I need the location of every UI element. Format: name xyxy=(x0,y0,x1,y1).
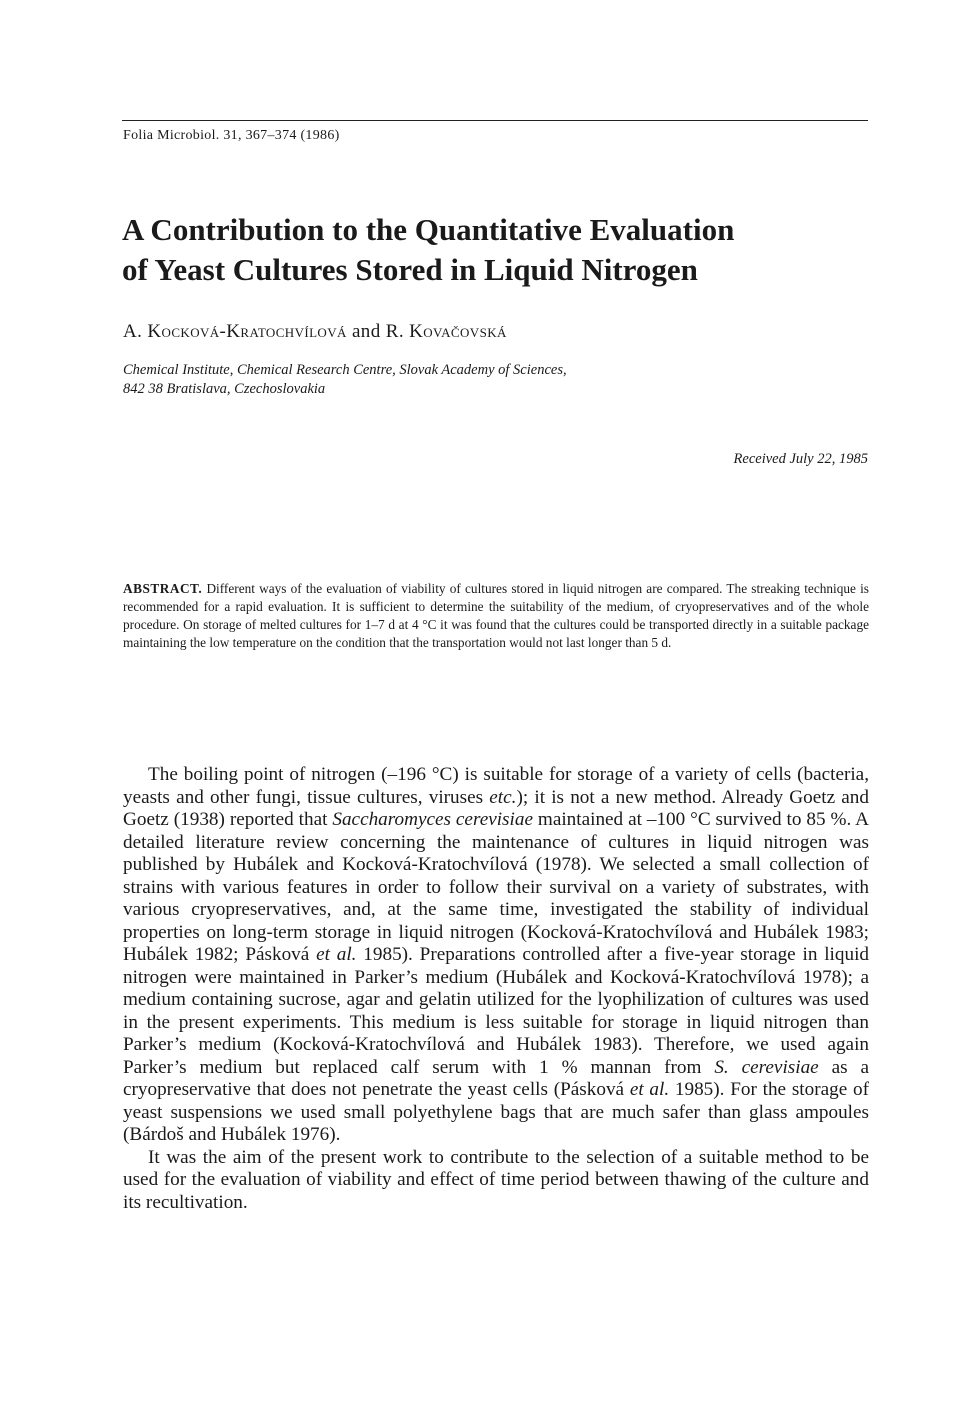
journal-reference: Folia Microbiol. 31, 367–374 (1986) xyxy=(123,128,340,143)
title-line-2: of Yeast Cultures Stored in Liquid Nitrogen xyxy=(122,252,698,287)
author-list xyxy=(123,321,507,343)
author-2-initial: R. xyxy=(385,321,410,342)
article-title xyxy=(122,210,882,290)
author-conjunction: and xyxy=(346,321,386,342)
affiliation xyxy=(123,361,843,399)
paragraph-1-text-b: ); it is not a new method. Already Goetz and Goetz (1938) reported that xyxy=(123,786,869,830)
title-line-1: A Contribution to the Quantitative Evaluation xyxy=(122,212,735,247)
author-2-name: Kovačovská xyxy=(409,321,507,342)
abstract-text: Different ways of the evaluation of viability of cultures stored in liquid nitrogen are compared. The streaking technique is recommended for a rapid evaluation. It is sufficient to determine the suitability of the medium, of cryopreservatives and of the whole procedure. On storage of melted cultures for 1–7 d at 4 °C it was found that the cultures could be transported directly in a suitable package maintaining the low temperature on the condition that the transportation would not last longer than 5 d. xyxy=(123,581,869,650)
species-name-s-cerevisiae: S. cerevisiae xyxy=(714,1056,819,1078)
paragraph-1-text-e: as a cryopreservative that does not penetrate the yeast cells (Pásková xyxy=(123,1056,870,1100)
author-1-name: Kocková-Kratochvílová xyxy=(147,321,347,342)
header-rule xyxy=(122,120,868,121)
paragraph-2: It was the aim of the present work to contribute to the selection of a suitable method to be used for the evaluation of viability and effect of time period between thawing of the culture and its recultivation. xyxy=(123,1146,869,1213)
body-text xyxy=(123,764,869,1214)
paragraph-1 xyxy=(123,764,869,1147)
paragraph-1-et-al-2: et al. xyxy=(629,1079,670,1100)
affiliation-line-1: Chemical Institute, Chemical Research Centre, Slovak Academy of Sciences, xyxy=(123,362,567,378)
abstract xyxy=(123,580,869,652)
paragraph-1-etc: etc. xyxy=(489,786,517,808)
received-date: Received July 22, 1985 xyxy=(733,451,868,467)
paragraph-1-text-d: 1985). Preparations controlled after a five-year storage in liquid nitrogen were maintained in Parker’s medium (Hubálek and Kocková-Kratochvílová 1978); a medium containing sucrose, agar and gelatin utilized for the lyophilization of cultures was used in the present experiments. This medium is less suitable for storage in liquid nitrogen than Parker’s medium (Kocková-Kratochvílová and Hubálek 1983). Therefore, we used again Parker’s medium but replaced calf serum with 1 % mannan from xyxy=(123,944,870,1078)
affiliation-line-2: 842 38 Bratislava, Czechoslovakia xyxy=(123,381,326,397)
species-name-saccharomyces: Saccharomyces cerevisiae xyxy=(332,809,533,830)
abstract-label: ABSTRACT. xyxy=(123,581,203,596)
author-1-initial: A. xyxy=(123,321,148,342)
paragraph-1-et-al-1: et al. xyxy=(316,944,357,965)
paragraph-1-text-c: maintained at –100 °C survived to 85 %. A detailed literature review concerning the maintenance of cultures in liquid nitrogen was published by Hubálek and Kocková-Kratochvílová (1978). We selected a small collection of strains with various features in order to follow their survival on a variety of substrates, with various cryopreservatives, and, at the same time, investigated the stability of individual properties on long-term storage in liquid nitrogen (Kocková-Kratochvílová and Hubálek 1983; Hubálek 1982; Pásková xyxy=(123,809,870,965)
paragraph-1-text-a: The boiling point of nitrogen (–196 °C) is suitable for storage of a variety of cells (bacteria, yeasts and other fungi, tissue cultures, viruses xyxy=(123,764,869,808)
paragraph-1-text-f: 1985). For the storage of yeast suspensions we used small polyethylene bags that are much safer than glass ampoules (Bárdoš and Hubálek 1976). xyxy=(123,1079,869,1145)
